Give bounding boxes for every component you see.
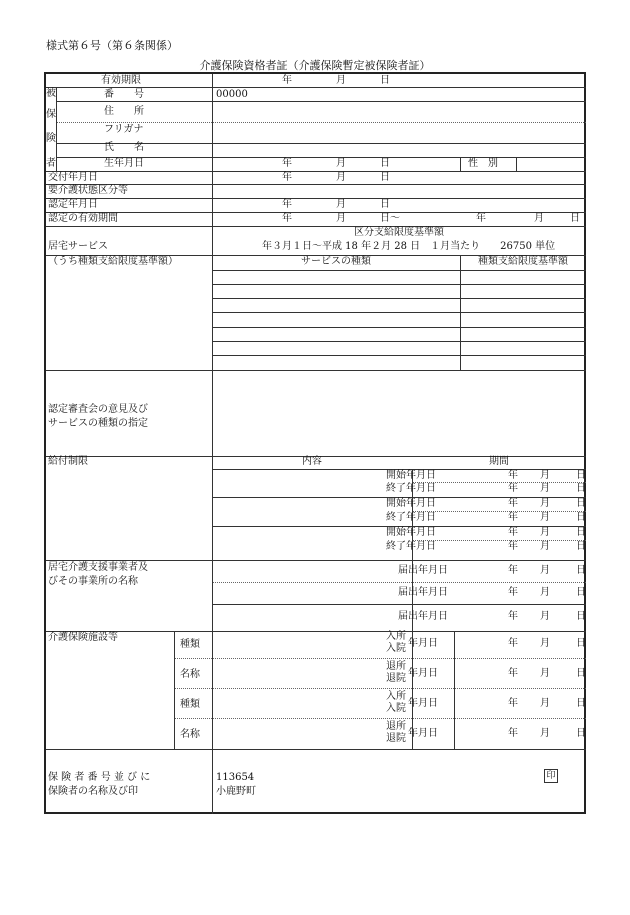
fd4: 日 [576,728,586,739]
m3a: 月 [540,527,550,538]
valid-period-label: 有効期限 [101,75,141,86]
row-line [212,312,586,313]
fm4: 月 [540,728,550,739]
discharge-1b: 退院 [386,673,406,684]
period-end-day: 日 [570,213,580,224]
discharge-2b: 退院 [386,733,406,744]
discharge-2a: 退所 [386,721,406,732]
certificate-form [44,72,586,814]
dotted-line [212,582,586,583]
discharge-ymd-2: 年月日 [408,728,438,739]
year-label: 年 [282,75,292,86]
row-line [212,355,586,356]
seal-icon: 印 [544,769,558,783]
insured-vertical-2: 保 [46,109,56,120]
insurer-label-line2: 保険者の名称及び印 [48,786,138,797]
col-line [174,631,175,749]
kind-limit-header: 種類支給限度基準額 [478,256,568,267]
notify-date-2: 届出年月日 [398,587,448,598]
dotted-line [412,540,586,541]
review-opinion-line1: 認定審査会の意見及び [48,404,148,415]
insured-vertical-4: 者 [46,158,56,169]
col-line [460,255,461,370]
nd2: 日 [576,587,586,598]
row-line [46,631,586,632]
issue-year: 年 [282,172,292,183]
fy1: 年 [508,638,518,649]
d1b: 日 [576,483,586,494]
cert-date-label: 認定年月日 [48,199,98,210]
period-end-year: 年 [476,213,486,224]
support-provider-line1: 居宅介護支援事業者及 [48,562,148,573]
fd3: 日 [576,698,586,709]
m2b: 月 [540,512,550,523]
insured-vertical-1: 被 [46,88,56,99]
ny3: 年 [508,611,518,622]
fm2: 月 [540,668,550,679]
facility-kind-1: 種類 [180,639,200,650]
row-line [46,171,586,172]
col-line [460,157,461,171]
insurer-label-line1: 保 険 者 番 号 並 び に [48,772,151,783]
form-number: 様式第６号（第６条関係） [46,39,178,52]
facility-label: 介護保険施設等 [48,632,118,643]
facility-name-1: 名称 [180,669,200,680]
col-line [56,87,57,171]
issue-date-label: 交付年月日 [48,172,98,183]
row-line [212,284,586,285]
number-value: 00000 [216,89,248,100]
cert-year: 年 [282,199,292,210]
fy2: 年 [508,668,518,679]
dotted-line [56,122,586,123]
area-limit-header: 区分支給限度基準額 [354,227,444,238]
birthdate-label: 生年月日 [104,158,144,169]
notify-date-1: 届出年月日 [398,565,448,576]
period-start-month: 月 [336,213,346,224]
row-line [56,101,586,102]
fm1: 月 [540,638,550,649]
end-date-label-3: 終了年月日 [386,541,436,552]
row-line [212,270,586,271]
row-line [212,327,586,328]
m1a: 月 [540,470,550,481]
col-line [212,74,213,814]
col-line [454,631,455,749]
row-line [46,749,586,750]
end-date-label-2: 終了年月日 [386,512,436,523]
ny2: 年 [508,587,518,598]
d3a: 日 [576,527,586,538]
birth-month: 月 [336,158,346,169]
content-header: 内容 [302,456,322,467]
cert-day: 日 [380,199,390,210]
end-date-label-1: 終了年月日 [386,483,436,494]
gender-label: 性 別 [468,158,498,169]
col-line [516,157,517,171]
care-level-label: 要介護状態区分等 [48,185,128,196]
fy3: 年 [508,698,518,709]
admission-1a: 入所 [386,631,406,642]
nd3: 日 [576,611,586,622]
row-line [46,198,586,199]
row-line [212,341,586,342]
insurer-number: 113654 [216,772,255,783]
home-service-period: 年３月１日～平成 18 年２月 28 日 １月当たり 26750 単位 [262,241,556,252]
fd2: 日 [576,668,586,679]
support-provider-line2: びその事業所の名称 [48,576,138,587]
cert-period-label: 認定の有効期間 [48,213,118,224]
m1b: 月 [540,483,550,494]
birth-year: 年 [282,158,292,169]
y1a: 年 [508,470,518,481]
name-label: 氏 名 [104,142,144,153]
document-title: 介護保険資格者証（介護保険暫定被保険者証） [199,59,431,72]
number-label: 番 号 [104,89,144,100]
start-date-label-3: 開始年月日 [386,527,436,538]
discharge-1a: 退所 [386,661,406,672]
notify-date-3: 届出年月日 [398,611,448,622]
facility-name-2: 名称 [180,729,200,740]
nm3: 月 [540,611,550,622]
period-start-day: 日～ [380,213,400,224]
row-line [212,604,586,605]
y3b: 年 [508,541,518,552]
service-kind-header: サービスの種類 [301,256,371,267]
review-opinion-line2: サービスの種類の指定 [48,418,148,429]
nm1: 月 [540,565,550,576]
admission-2b: 入院 [386,703,406,714]
nd1: 日 [576,565,586,576]
d2b: 日 [576,512,586,523]
day-label: 日 [380,75,390,86]
month-label: 月 [336,75,346,86]
m2a: 月 [540,498,550,509]
dotted-line [412,482,586,483]
dotted-line [174,658,586,659]
insured-vertical-3: 険 [46,133,56,144]
period-end-month: 月 [534,213,544,224]
d2a: 日 [576,498,586,509]
benefit-limit-label: 給付制限 [48,456,88,467]
admission-ymd-2: 年月日 [408,698,438,709]
dotted-line [412,511,586,512]
start-date-label-1: 開始年月日 [386,470,436,481]
cert-month: 月 [336,199,346,210]
fy4: 年 [508,728,518,739]
fd1: 日 [576,638,586,649]
ny1: 年 [508,565,518,576]
admission-1b: 入院 [386,643,406,654]
furigana-label: フリガナ [104,124,144,135]
y3a: 年 [508,527,518,538]
facility-kind-2: 種類 [180,699,200,710]
d1a: 日 [576,470,586,481]
nm2: 月 [540,587,550,598]
address-label: 住 所 [104,106,144,117]
row-line [46,87,586,88]
period-start-year: 年 [282,213,292,224]
y1b: 年 [508,483,518,494]
m3b: 月 [540,541,550,552]
fm3: 月 [540,698,550,709]
row-line [46,212,586,213]
admission-2a: 入所 [386,691,406,702]
start-date-label-2: 開始年月日 [386,498,436,509]
home-service-label: 居宅サービス [48,241,108,252]
y2a: 年 [508,498,518,509]
y2b: 年 [508,512,518,523]
birth-day: 日 [380,158,390,169]
issue-month: 月 [336,172,346,183]
dotted-line [174,688,586,689]
d3b: 日 [576,541,586,552]
issue-day: 日 [380,172,390,183]
row-line [46,560,586,561]
dotted-line [174,718,586,719]
discharge-ymd-1: 年月日 [408,668,438,679]
row-line [212,298,586,299]
row-line [46,370,586,371]
insurer-name: 小鹿野町 [216,786,256,797]
period-header: 期間 [489,456,509,467]
service-type-limit-label: （うち種類支給限度基準額） [48,256,178,267]
admission-ymd-1: 年月日 [408,638,438,649]
